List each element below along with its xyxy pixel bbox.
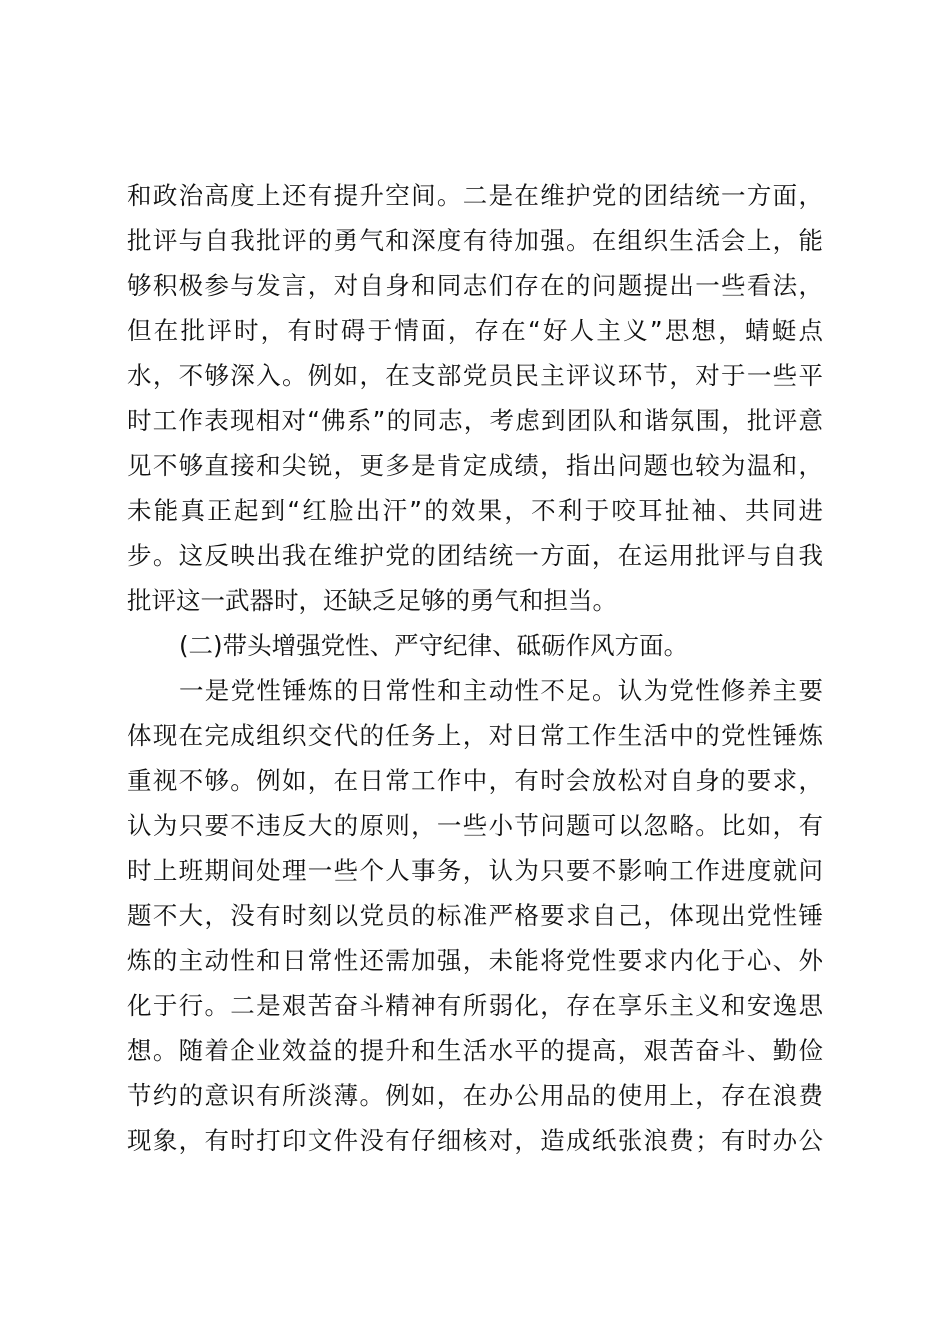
text-line: 和政治高度上还有提升空间。二是在维护党的团结统一方面， — [127, 181, 823, 210]
text-line: 水，不够深入。例如，在支部党员民主评议环节，对于一些平 — [127, 361, 823, 390]
text-line: 批评与自我批评的勇气和深度有待加强。在组织生活会上，能 — [127, 226, 823, 255]
text-line: 但在批评时，有时碍于情面，存在“好人主义”思想，蜻蜓点 — [127, 316, 823, 345]
text-line: 够积极参与发言，对自身和同志们存在的问题提出一些看法， — [127, 271, 823, 300]
text-line: 化于行。二是艰苦奋斗精神有所弱化，存在享乐主义和安逸思 — [127, 991, 823, 1020]
text-line: 时工作表现相对“佛系”的同志，考虑到团队和谐氛围，批评意 — [127, 406, 823, 435]
text-line: 想。随着企业效益的提升和生活水平的提高，艰苦奋斗、勤俭 — [127, 1036, 823, 1065]
text-line: 现象，有时打印文件没有仔细核对，造成纸张浪费；有时办公 — [127, 1126, 823, 1155]
text-line: 见不够直接和尖锐，更多是肯定成绩，指出问题也较为温和， — [127, 451, 823, 480]
text-line: 一是党性锤炼的日常性和主动性不足。认为党性修养主要 — [179, 676, 823, 705]
text-line: 时上班期间处理一些个人事务，认为只要不影响工作进度就问 — [127, 856, 823, 885]
text-line: 体现在完成组织交代的任务上，对日常工作生活中的党性锤炼 — [127, 721, 823, 750]
section-heading: (二)带头增强党性、严守纪律、砥砺作风方面。 — [179, 631, 689, 660]
text-line: 批评这一武器时，还缺乏足够的勇气和担当。 — [127, 586, 617, 615]
text-line: 重视不够。例如，在日常工作中，有时会放松对自身的要求， — [127, 766, 823, 795]
text-line: 认为只要不违反大的原则，一些小节问题可以忽略。比如，有 — [127, 811, 823, 840]
text-line: 题不大，没有时刻以党员的标准严格要求自己，体现出党性锤 — [127, 901, 823, 930]
text-line: 未能真正起到“红脸出汗”的效果，不利于咬耳扯袖、共同进 — [127, 496, 823, 525]
body-text — [127, 173, 823, 1163]
text-line: 步。这反映出我在维护党的团结统一方面，在运用批评与自我 — [127, 541, 823, 570]
text-line: 节约的意识有所淡薄。例如，在办公用品的使用上，存在浪费 — [127, 1081, 823, 1110]
text-line: 炼的主动性和日常性还需加强，未能将党性要求内化于心、外 — [127, 946, 823, 975]
